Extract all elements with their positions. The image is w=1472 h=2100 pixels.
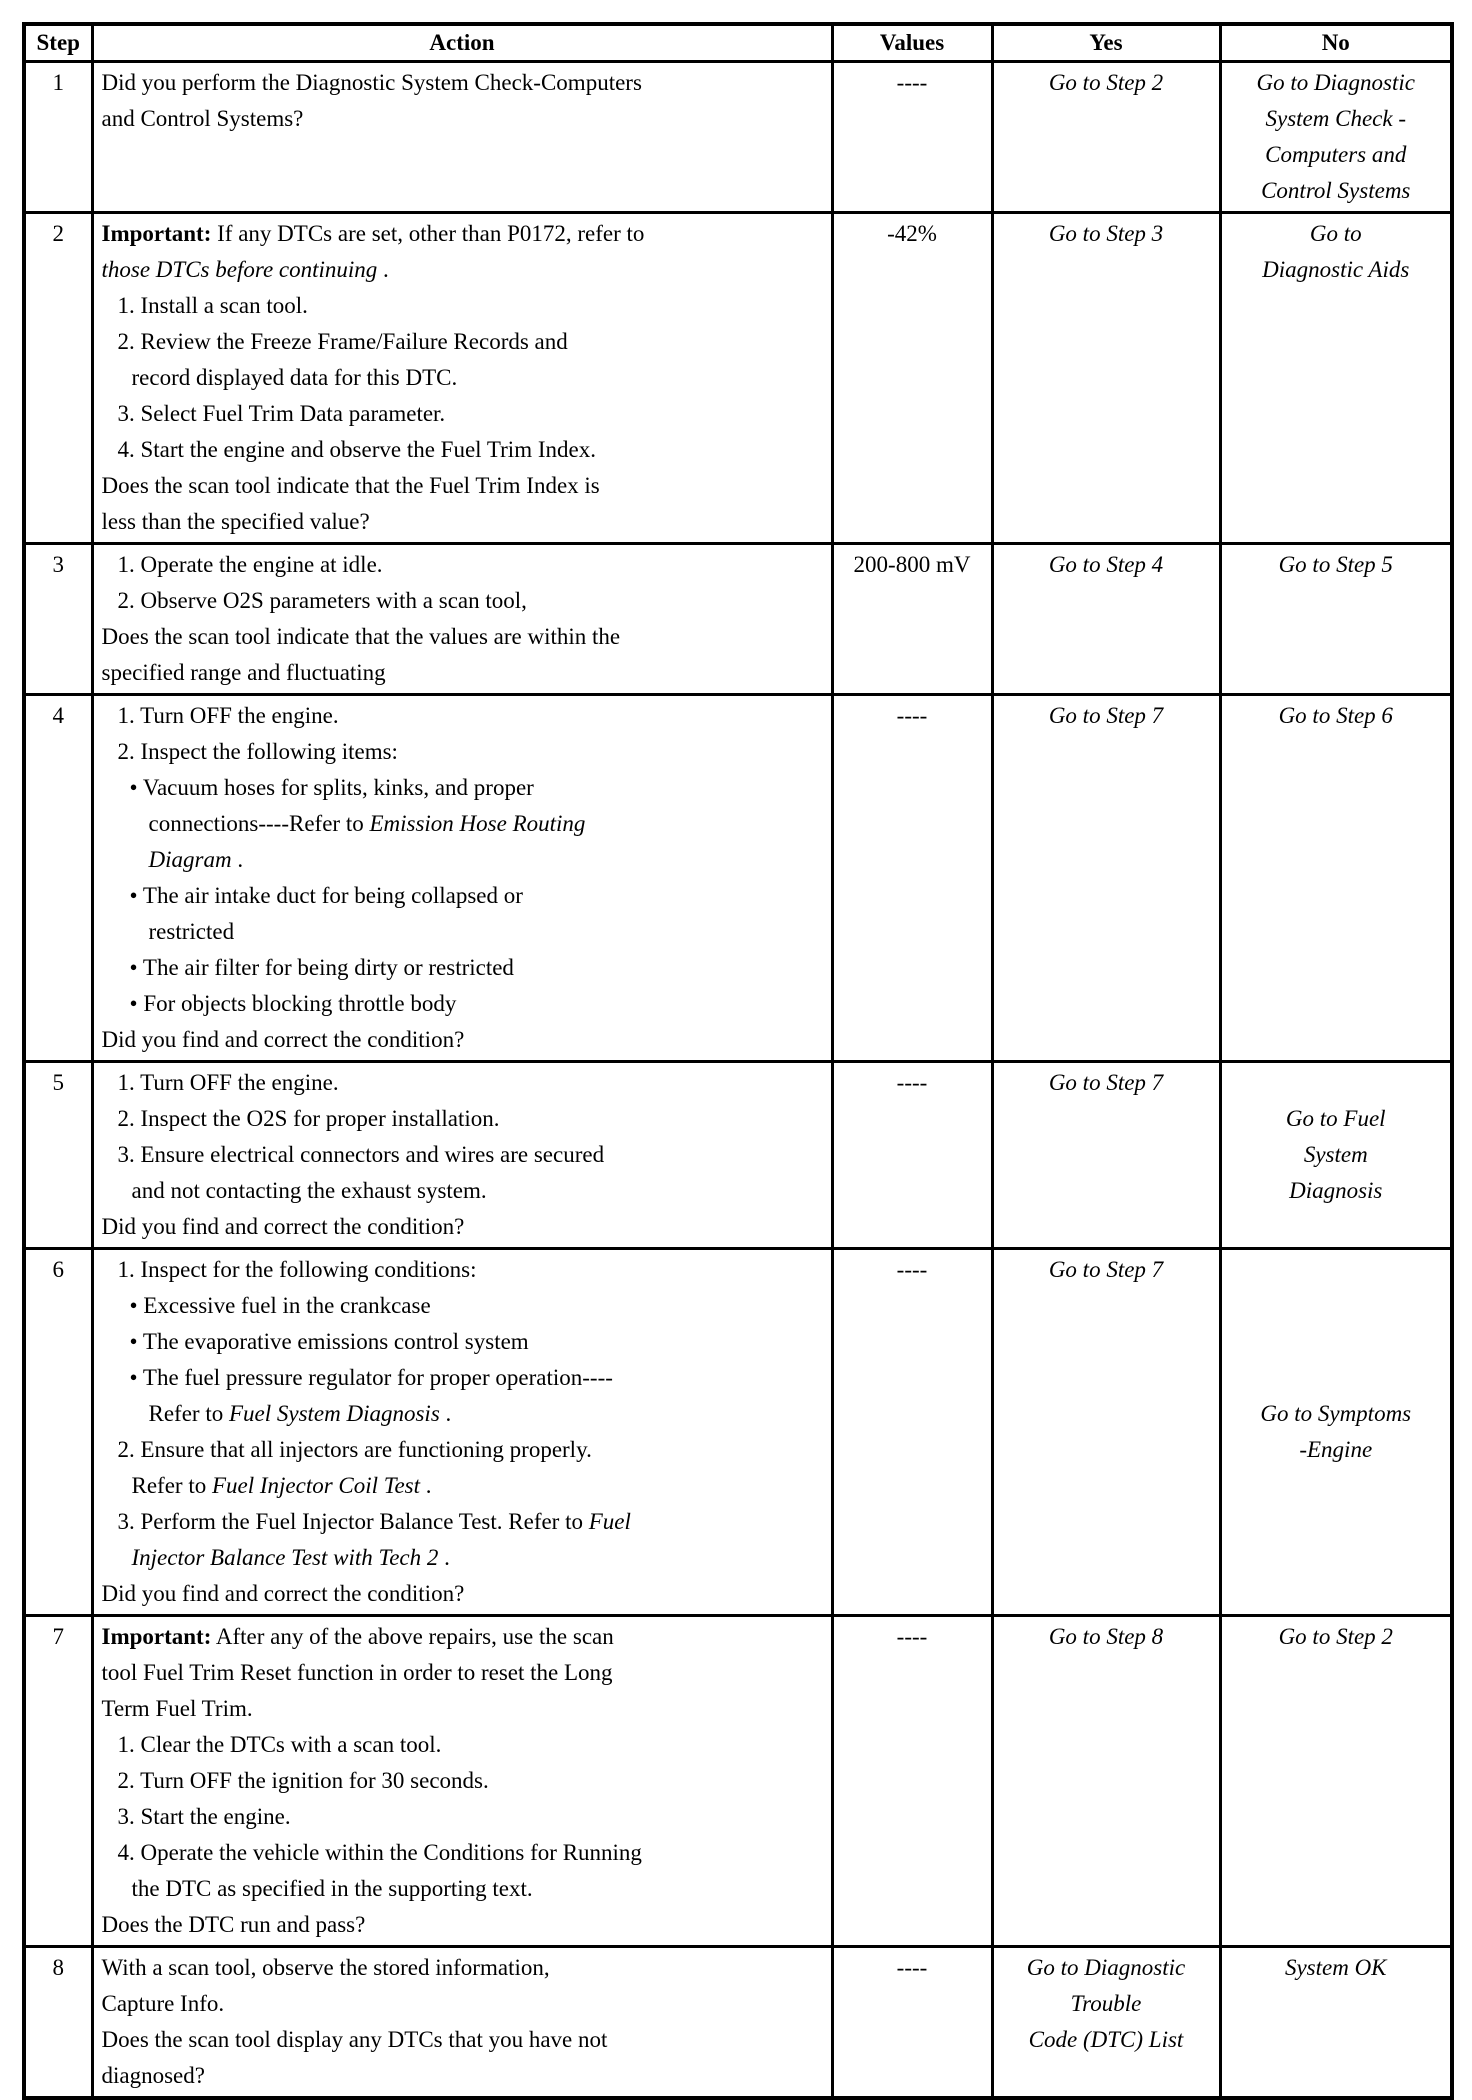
action-cell bbox=[92, 1616, 832, 1947]
yes-link[interactable]: Trouble bbox=[1070, 1991, 1142, 2016]
header-no: No bbox=[1220, 24, 1452, 62]
no-link[interactable]: Go to Step 5 bbox=[1278, 552, 1393, 577]
step-number: 8 bbox=[24, 1947, 92, 2099]
important-text-em: those DTCs before continuing bbox=[101, 257, 378, 282]
step-number: 3 bbox=[24, 544, 92, 695]
step-number: 2 bbox=[24, 213, 92, 544]
action-line: Capture Info. bbox=[101, 1991, 225, 2016]
no-link[interactable]: Go to Diagnostic bbox=[1256, 70, 1415, 95]
action-line: the DTC as specified in the supporting text. bbox=[131, 1876, 533, 1901]
action-line: 4. Operate the vehicle within the Conditions for Running bbox=[117, 1840, 642, 1865]
action-line: 1. Install a scan tool. bbox=[117, 293, 308, 318]
bullet-text: The fuel pressure regulator for proper operation---- bbox=[142, 1365, 613, 1390]
question-line: Does the scan tool indicate that the values are within the bbox=[101, 624, 621, 649]
yes-cell bbox=[992, 62, 1220, 213]
yes-link[interactable]: Go to Step 4 bbox=[1048, 552, 1164, 577]
important-note bbox=[102, 1619, 823, 1655]
no-link[interactable]: Control Systems bbox=[1261, 178, 1411, 203]
yes-link[interactable]: Code (DTC) List bbox=[1028, 2027, 1184, 2052]
action-line-cont bbox=[102, 1468, 823, 1504]
no-link[interactable]: Go to bbox=[1309, 221, 1362, 246]
action-line: 3. Ensure electrical connectors and wires are secured bbox=[117, 1142, 605, 1167]
question-line: Does the DTC run and pass? bbox=[101, 1912, 366, 1937]
bullet-text: Excessive fuel in the crankcase bbox=[143, 1293, 431, 1318]
bullet-text: For objects blocking throttle body bbox=[143, 991, 457, 1016]
bullet-text: . bbox=[231, 847, 244, 872]
bullet-item-cont bbox=[102, 842, 823, 878]
bullet-item: • For objects blocking throttle body bbox=[129, 991, 457, 1016]
action-text: 3. Perform the Fuel Injector Balance Test. Refer to bbox=[117, 1509, 589, 1534]
yes-link[interactable]: Go to Step 8 bbox=[1048, 1624, 1164, 1649]
yes-link[interactable]: Go to Step 7 bbox=[1048, 1070, 1164, 1095]
action-line bbox=[102, 1504, 823, 1540]
bullet-text: Vacuum hoses for splits, kinks, and proper bbox=[142, 775, 534, 800]
step-number: 6 bbox=[24, 1249, 92, 1616]
no-link[interactable]: System bbox=[1303, 1142, 1368, 1167]
bullet-item: • Excessive fuel in the crankcase bbox=[129, 1293, 431, 1318]
yes-cell bbox=[992, 1947, 1220, 2099]
action-text: Refer to bbox=[131, 1473, 212, 1498]
yes-cell bbox=[992, 1249, 1220, 1616]
action-line: 1. Clear the DTCs with a scan tool. bbox=[117, 1732, 442, 1757]
value-cell: ---- bbox=[832, 1062, 992, 1249]
no-link[interactable]: System Check - bbox=[1265, 106, 1406, 131]
important-label: Important: bbox=[101, 1624, 212, 1649]
table-row bbox=[24, 1062, 1452, 1249]
bullet-text: connections----Refer to bbox=[148, 811, 370, 836]
action-line: 2. Review the Freeze Frame/Failure Records and bbox=[117, 329, 568, 354]
no-link[interactable]: Computers and bbox=[1265, 142, 1407, 167]
yes-cell bbox=[992, 213, 1220, 544]
reference-link[interactable]: Diagram bbox=[148, 847, 232, 872]
action-line: and Control Systems? bbox=[101, 106, 304, 131]
bullet-item-cont bbox=[102, 806, 823, 842]
no-cell bbox=[1220, 1947, 1452, 2099]
yes-link[interactable]: Go to Step 7 bbox=[1048, 1257, 1164, 1282]
no-link[interactable]: Go to Fuel bbox=[1285, 1106, 1386, 1131]
action-line-cont bbox=[102, 1540, 823, 1576]
value-cell: ---- bbox=[832, 1616, 992, 1947]
important-note-cont bbox=[102, 252, 823, 288]
no-link[interactable]: Go to Step 6 bbox=[1278, 703, 1393, 728]
bullet-item: • Vacuum hoses for splits, kinks, and proper bbox=[129, 775, 534, 800]
bullet-item: • The air intake duct for being collapsed or bbox=[129, 883, 523, 908]
value-cell: -42% bbox=[832, 213, 992, 544]
yes-cell bbox=[992, 1616, 1220, 1947]
no-cell bbox=[1220, 695, 1452, 1062]
question-line: specified range and fluctuating bbox=[101, 660, 386, 685]
header-values: Values bbox=[832, 24, 992, 62]
diagnostic-table bbox=[22, 22, 1454, 2100]
important-note-cont: Term Fuel Trim. bbox=[101, 1696, 253, 1721]
bullet-text: The air filter for being dirty or restricted bbox=[142, 955, 514, 980]
value-cell: ---- bbox=[832, 695, 992, 1062]
value-cell: 200-800 mV bbox=[832, 544, 992, 695]
action-line: 2. Turn OFF the ignition for 30 seconds. bbox=[117, 1768, 489, 1793]
no-link[interactable]: -Engine bbox=[1299, 1437, 1373, 1462]
reference-link[interactable]: Fuel Injector Coil Test bbox=[211, 1473, 421, 1498]
action-line: 3. Select Fuel Trim Data parameter. bbox=[117, 401, 446, 426]
step-number: 7 bbox=[24, 1616, 92, 1947]
yes-cell bbox=[992, 544, 1220, 695]
yes-link[interactable]: Go to Step 3 bbox=[1048, 221, 1164, 246]
important-note-cont: tool Fuel Trim Reset function in order to reset the Long bbox=[101, 1660, 613, 1685]
bullet-text: The evaporative emissions control system bbox=[142, 1329, 529, 1354]
no-cell bbox=[1220, 1249, 1452, 1616]
question-line: Does the scan tool display any DTCs that you have not bbox=[101, 2027, 608, 2052]
no-link[interactable]: Diagnosis bbox=[1289, 1178, 1383, 1203]
question-line: Did you find and correct the condition? bbox=[101, 1214, 465, 1239]
step-number: 1 bbox=[24, 62, 92, 213]
bullet-item: • The fuel pressure regulator for proper operation---- bbox=[129, 1365, 613, 1390]
action-line: 2. Inspect the following items: bbox=[117, 739, 398, 764]
important-note bbox=[102, 216, 823, 252]
yes-link[interactable]: Go to Diagnostic bbox=[1026, 1955, 1186, 1980]
question-line: Did you find and correct the condition? bbox=[101, 1027, 465, 1052]
reference-link[interactable]: Fuel bbox=[588, 1509, 631, 1534]
action-text: . bbox=[420, 1473, 432, 1498]
value-cell: ---- bbox=[832, 62, 992, 213]
table-row bbox=[24, 62, 1452, 213]
table-row bbox=[24, 695, 1452, 1062]
reference-link[interactable]: Fuel System Diagnosis bbox=[228, 1401, 440, 1426]
action-cell bbox=[92, 1062, 832, 1249]
no-link[interactable]: Go to Symptoms bbox=[1260, 1401, 1412, 1426]
value-cell: ---- bbox=[832, 1249, 992, 1616]
yes-cell bbox=[992, 1062, 1220, 1249]
no-link[interactable]: Diagnostic Aids bbox=[1262, 257, 1410, 282]
important-text: If any DTCs are set, other than P0172, refer to bbox=[211, 221, 645, 246]
action-line: 1. Operate the engine at idle. bbox=[117, 552, 383, 577]
bullet-text: Refer to bbox=[148, 1401, 229, 1426]
table-row bbox=[24, 544, 1452, 695]
no-cell bbox=[1220, 544, 1452, 695]
no-cell bbox=[1220, 213, 1452, 544]
no-cell bbox=[1220, 1062, 1452, 1249]
step-number: 4 bbox=[24, 695, 92, 1062]
action-line: 3. Start the engine. bbox=[117, 1804, 291, 1829]
diagnostic-table-sheet bbox=[22, 22, 1450, 2100]
reference-link[interactable]: Emission Hose Routing bbox=[369, 811, 586, 836]
action-line: 2. Inspect the O2S for proper installation. bbox=[117, 1106, 500, 1131]
table-row bbox=[24, 213, 1452, 544]
bullet-text: The air intake duct for being collapsed or bbox=[142, 883, 523, 908]
no-cell bbox=[1220, 62, 1452, 213]
yes-cell bbox=[992, 695, 1220, 1062]
table-row bbox=[24, 1616, 1452, 1947]
yes-link[interactable]: Go to Step 2 bbox=[1048, 70, 1164, 95]
question-line: diagnosed? bbox=[101, 2063, 205, 2088]
action-cell bbox=[92, 213, 832, 544]
question-line: less than the specified value? bbox=[101, 509, 370, 534]
yes-link[interactable]: Go to Step 7 bbox=[1048, 703, 1164, 728]
no-cell bbox=[1220, 1616, 1452, 1947]
bullet-item: • The air filter for being dirty or restricted bbox=[129, 955, 514, 980]
action-line: 1. Turn OFF the engine. bbox=[117, 1070, 339, 1095]
action-line: and not contacting the exhaust system. bbox=[131, 1178, 487, 1203]
question-line: Did you find and correct the condition? bbox=[101, 1581, 465, 1606]
action-line: With a scan tool, observe the stored information, bbox=[101, 1955, 550, 1980]
reference-link[interactable]: Injector Balance Test with Tech 2 bbox=[131, 1545, 439, 1570]
action-line: 2. Ensure that all injectors are functioning properly. bbox=[117, 1437, 592, 1462]
action-line: 1. Turn OFF the engine. bbox=[117, 703, 339, 728]
no-result: System OK bbox=[1284, 1955, 1387, 1980]
action-line: 2. Observe O2S parameters with a scan tool, bbox=[117, 588, 527, 613]
action-line: Did you perform the Diagnostic System Check-Computers bbox=[101, 70, 642, 95]
action-line: record displayed data for this DTC. bbox=[131, 365, 458, 390]
important-end: . bbox=[377, 257, 389, 282]
step-number: 5 bbox=[24, 1062, 92, 1249]
action-cell bbox=[92, 544, 832, 695]
value-cell: ---- bbox=[832, 1947, 992, 2099]
bullet-item: • The evaporative emissions control system bbox=[129, 1329, 529, 1354]
action-cell bbox=[92, 1249, 832, 1616]
header-action: Action bbox=[92, 24, 832, 62]
bullet-item-cont bbox=[102, 1396, 823, 1432]
question-line: Does the scan tool indicate that the Fuel Trim Index is bbox=[101, 473, 600, 498]
bullet-item-cont: restricted bbox=[148, 919, 235, 944]
table-row bbox=[24, 1249, 1452, 1616]
action-line: 4. Start the engine and observe the Fuel Trim Index. bbox=[117, 437, 596, 462]
action-line: 1. Inspect for the following conditions: bbox=[117, 1257, 477, 1282]
action-cell bbox=[92, 62, 832, 213]
important-label: Important: bbox=[101, 221, 212, 246]
header-yes: Yes bbox=[992, 24, 1220, 62]
bullet-text: . bbox=[439, 1401, 452, 1426]
table-row bbox=[24, 1947, 1452, 2099]
action-cell bbox=[92, 695, 832, 1062]
no-link[interactable]: Go to Step 2 bbox=[1278, 1624, 1393, 1649]
action-text: . bbox=[438, 1545, 450, 1570]
action-cell bbox=[92, 1947, 832, 2099]
header-step: Step bbox=[24, 24, 92, 62]
header-row bbox=[24, 24, 1452, 62]
important-text: After any of the above repairs, use the scan bbox=[211, 1624, 614, 1649]
